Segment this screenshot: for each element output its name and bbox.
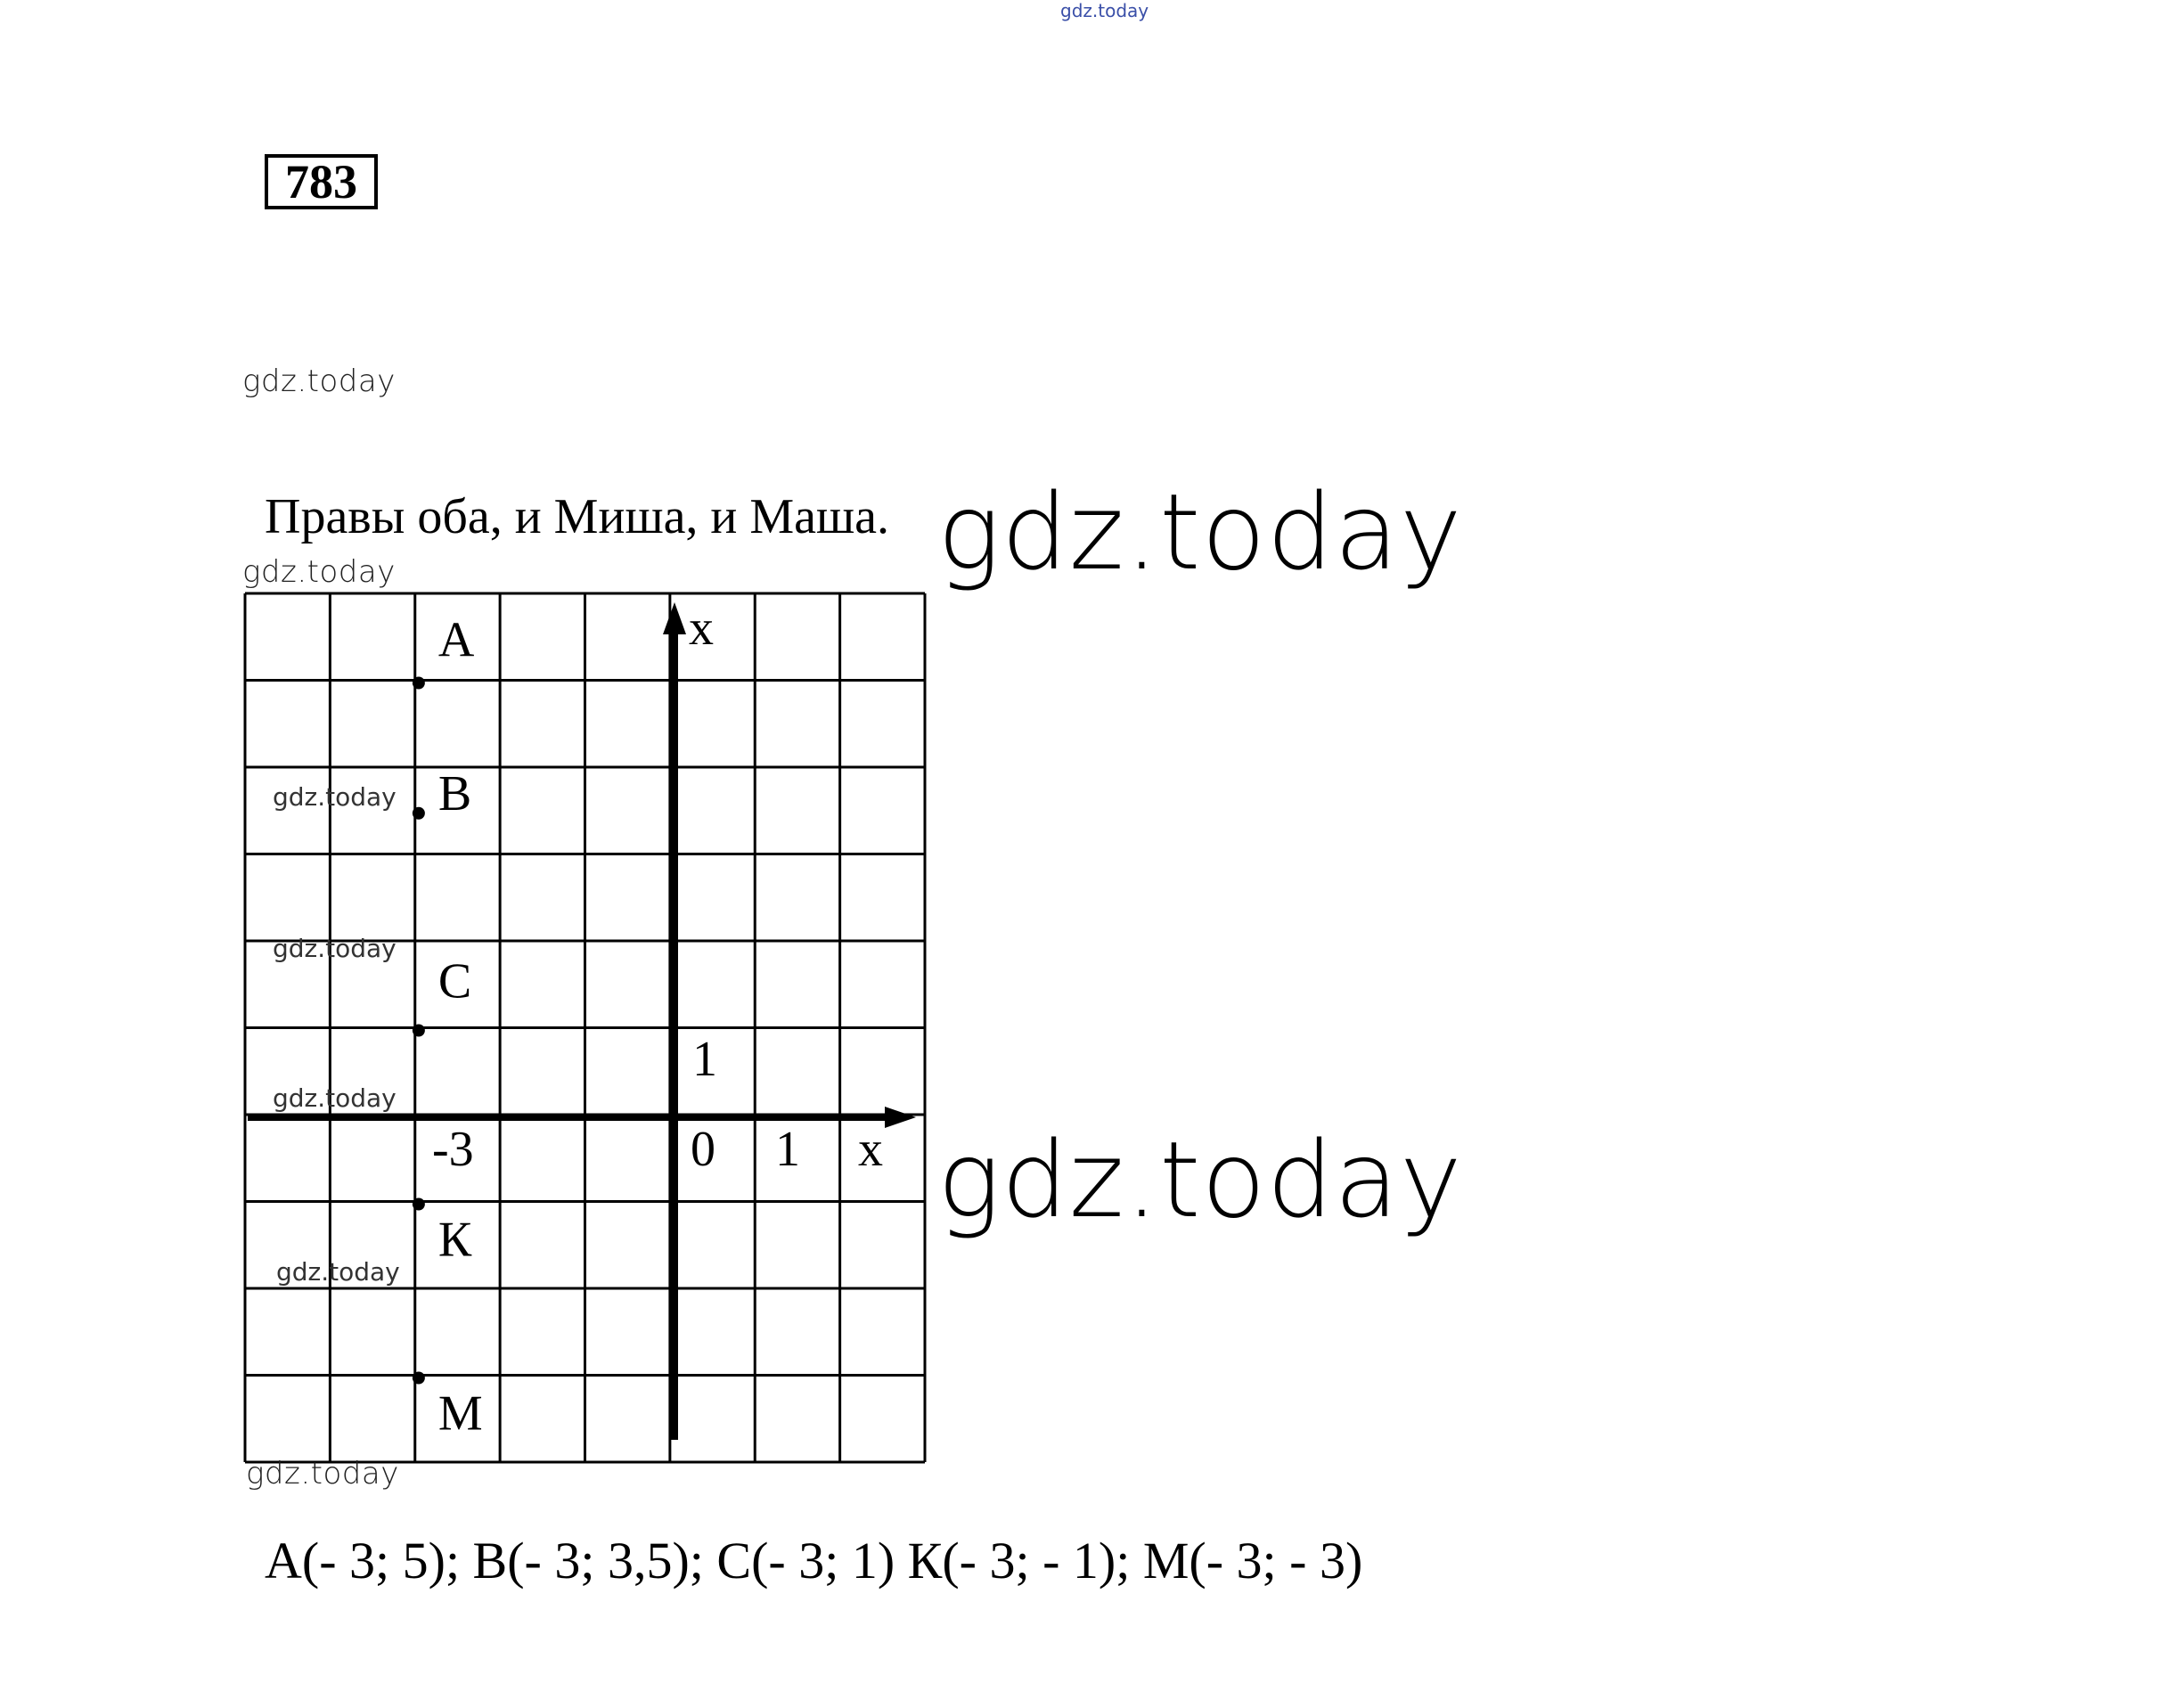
axes [248,602,916,1440]
unit-y-label: 1 [692,1032,717,1087]
watermark-small: gdz.today [246,1456,399,1491]
point-label: M [437,1385,483,1442]
horizontal-axis-arrow [885,1107,916,1128]
watermark-small: gdz.today [242,554,396,590]
unit-x-label: 1 [775,1122,800,1177]
watermark-small: gdz.today [273,1083,397,1113]
watermark-small: gdz.today [276,1257,400,1287]
watermark-small: gdz.today [273,782,397,812]
point-label: C [437,953,472,1009]
point-label: К [437,1212,472,1268]
watermark-large: gdz.today [937,1118,1463,1241]
problem-statement: Правы оба, и Миша, и Маша. [265,489,890,544]
point-marker [413,1025,425,1037]
point-marker [413,677,425,690]
point-marker [413,807,425,820]
problem-number: 783 [265,154,378,209]
point-label: A [437,612,475,668]
answer-line: А(- 3; 5); В(- 3; 3,5); С(- 3; 1) К(- 3; - 1); М(- 3; - 3) [265,1532,1363,1590]
point-marker [413,1372,425,1385]
watermark-small: gdz.today [273,934,397,963]
watermark-large: gdz.today [937,470,1463,593]
watermark-small: gdz.today [242,364,396,399]
vertical-axis-arrow [663,602,686,634]
top-watermark: gdz.today [1060,0,1149,21]
point-marker [413,1198,425,1211]
vertical-axis-label: x [689,601,714,656]
horizontal-axis-label: x [858,1122,883,1177]
point-label: B [437,765,472,821]
neg-three-label: -3 [432,1122,474,1177]
origin-label: 0 [691,1122,715,1177]
grid-lines [245,593,925,1462]
